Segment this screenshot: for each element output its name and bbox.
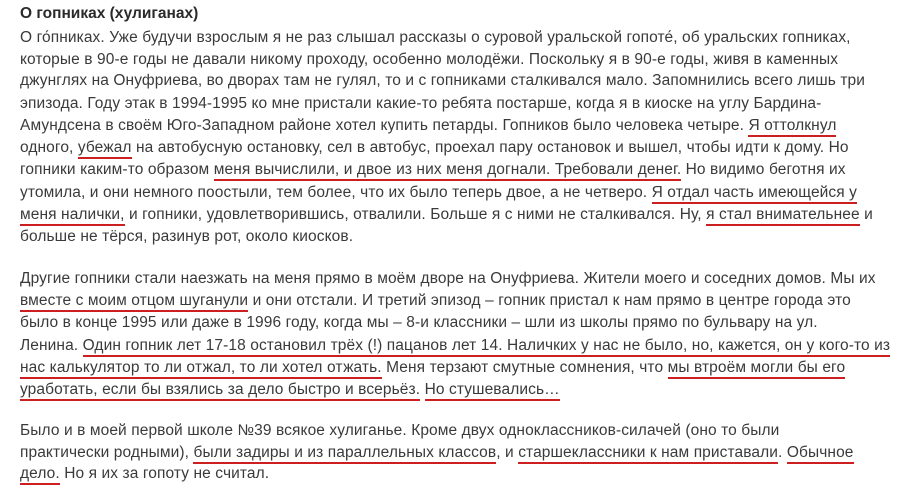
underlined-phrase: Один гопник лет 17-18 остановил трёх (!) пацанов лет 14. Наличких у нас не было, но, кажется, он у кого-то из (83, 337, 891, 357)
underlined-phrase: Я отдал часть имеющейся у (652, 184, 857, 204)
text-span: которые в 90-е годы не давали никому проходу, особенно молодёжи. Поскольку я в 90-е годы, живя в каменных (20, 51, 839, 68)
text-span: . (778, 444, 787, 461)
text-line (20, 312, 818, 334)
text-line (20, 226, 353, 248)
text-span: эпизода. Году этак в 1994-1995 ко мне пристали какие-то ребята постарше, когда я в киоске на углу Бардина- (20, 95, 822, 112)
text-span: Ленина. (20, 337, 83, 354)
text-line (20, 335, 890, 357)
underlined-phrase: я стал внимательнее (706, 206, 860, 226)
underlined-phrase: вместе с моим отцом шуганули (20, 292, 248, 312)
text-line (20, 115, 836, 137)
text-span: гопники каким-то образом (20, 161, 214, 178)
underlined-phrase: уработать, если бы взялись за дело быстро и всерьёз. (20, 381, 420, 401)
text-span: Но видимо беготня их (681, 161, 846, 178)
underlined-phrase: меня налички, (20, 206, 125, 226)
underlined-phrase: дело. (20, 465, 60, 485)
text-span: и они отстали. И третий эпизод – гопник пристал к нам прямо в центре города это (248, 292, 851, 309)
text-span (420, 381, 424, 398)
text-span: Но я их за гопоту не считал. (59, 465, 270, 482)
text-line (20, 159, 846, 181)
text-span: и гопники, удовлетворившись, отвалили. Больше я с ними не сталкивался. Ну, (124, 206, 707, 223)
underlined-phrase: меня вычислили, и двое из них меня догнали. Требовали денег. (214, 161, 682, 181)
underlined-phrase: мы втроём могли бы его (668, 359, 846, 379)
text-span: О го́пниках. Уже будучи взрослым я не раз слышал рассказы о суровой уральской гопоте́, об уральских гопниках, (20, 29, 851, 46)
underlined-phrase: старшеклассники к нам приставали (518, 444, 778, 464)
underlined-phrase: убежал (78, 139, 132, 159)
underlined-phrase: Но стушевались… (425, 381, 560, 401)
article-title: О гопниках (хулиганах) (20, 5, 199, 22)
text-span: Амундсена в своём Юго-Западном районе хотел купить петарды. Гопников было человека четыре. (20, 117, 749, 134)
text-line (20, 357, 845, 379)
text-line (20, 182, 857, 204)
text-line (20, 204, 873, 226)
text-span: одного, (20, 139, 78, 156)
text-line (20, 442, 854, 464)
text-span: джунглях на Онуфриева, во дворах там не гулял, то и с гопниками сталкивался мало. Запомнились всего лишь три (20, 72, 866, 89)
text-span: на автобусную остановку, сел в автобус, проехал пару остановок и вышел, чтобы идти к дому. Но (131, 139, 849, 156)
text-span: , и (496, 444, 519, 461)
text-span: Другие гопники стали наезжать на меня прямо в моём дворе на Онуфриева. Жители моего и соседних домов. Мы их (20, 270, 876, 287)
text-line (20, 137, 849, 159)
underlined-phrase: Я оттолкнул (748, 117, 836, 137)
text-line (20, 93, 821, 115)
text-span: утомила, и они немного поостыли, тем более, что их было теперь двое, а не четверо. (20, 184, 652, 201)
underlined-phrase: Обычное (787, 444, 854, 464)
text-line (20, 268, 876, 290)
text-line (20, 379, 560, 401)
text-span: было в конце 1995 или даже в 1996 году, когда мы – 8-и классники – шли из школы прямо по бульвару на ул. (20, 314, 818, 331)
text-span: и (859, 206, 873, 223)
underlined-phrase: нас калькулятор то ли отжал, то ли хотел отжать. (20, 359, 382, 379)
text-line (20, 290, 851, 312)
text-line (20, 27, 851, 49)
text-span: Было и в моей первой школе №39 всякое хулиганье. Кроме двух одноклассников-силачей (оно то были (20, 422, 780, 439)
text-line (20, 463, 269, 485)
text-span: практически родными), (20, 444, 194, 461)
text-line (20, 70, 865, 92)
text-line (20, 49, 838, 71)
text-line (20, 420, 779, 442)
underlined-phrase: были задиры и из параллельных классов (193, 444, 496, 464)
text-span: больше не тёрся, разинув рот, около киосков. (20, 228, 354, 245)
text-span: Меня терзают смутные сомнения, что (381, 359, 668, 376)
